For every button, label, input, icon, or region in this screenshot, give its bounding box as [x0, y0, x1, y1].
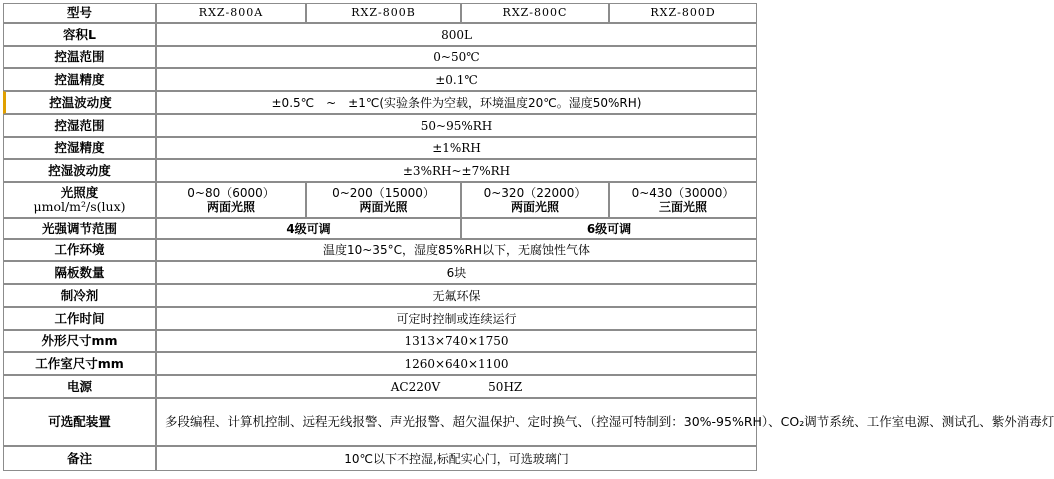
- illumination-b-value: 0~200（15000）: [332, 186, 435, 200]
- illumination-a: [156, 182, 306, 218]
- table-row: [3, 3, 757, 23]
- illumination-c: [461, 182, 609, 218]
- humidity-precision-value: ±1%RH: [156, 137, 757, 159]
- outer-size-value: 1313×740×1750: [156, 330, 757, 352]
- work-time-label: 工作时间: [3, 307, 156, 330]
- inner-size-value: 1260×640×1100: [156, 352, 757, 375]
- volume-label: 容积L: [3, 23, 156, 46]
- outer-size-label: 外形尺寸mm: [3, 330, 156, 352]
- table-row: [3, 261, 757, 284]
- illumination-label: [3, 182, 156, 218]
- humidity-range-value: 50~95%RH: [156, 114, 757, 137]
- table-row: [3, 159, 757, 182]
- temp-range-label: 控温范围: [3, 46, 156, 68]
- model-label: 型号: [3, 3, 156, 23]
- humidity-fluctuation-value: ±3%RH~±7%RH: [156, 159, 757, 182]
- table-row: [3, 446, 757, 471]
- options-value: 多段编程、计算机控制、远程无线报警、声光报警、超欠温保护、定时换气、（控湿可特制到：30%-95%RH）、CO₂调节系统、工作室电源、测试孔、紫外消毒灯: [156, 398, 757, 446]
- refrigerant-label: 制冷剂: [3, 284, 156, 307]
- power-value: AC220V 50HZ: [156, 375, 757, 398]
- table-row: [3, 182, 757, 218]
- illumination-d: [609, 182, 757, 218]
- illumination-a-value: 0~80（6000）: [187, 186, 275, 200]
- table-row: [3, 218, 757, 239]
- temp-fluctuation-label: 控温波动度: [3, 91, 156, 114]
- table-row: [3, 23, 757, 46]
- environment-value: 温度10~35°C，湿度85%RH以下，无腐蚀性气体: [156, 239, 757, 261]
- humidity-fluctuation-label: 控湿波动度: [3, 159, 156, 182]
- table-row: [3, 137, 757, 159]
- shelves-label: 隔板数量: [3, 261, 156, 284]
- inner-size-label: 工作室尺寸mm: [3, 352, 156, 375]
- refrigerant-value: 无氟环保: [156, 284, 757, 307]
- illumination-label-line1: 光照度: [60, 185, 99, 200]
- illumination-d-note: 三面光照: [658, 200, 707, 214]
- light-adjust-label: 光强调节范围: [3, 218, 156, 239]
- humidity-range-label: 控湿范围: [3, 114, 156, 137]
- model-c: RXZ-800C: [461, 3, 609, 23]
- temp-range-value: 0~50℃: [156, 46, 757, 68]
- table-row: [3, 352, 757, 375]
- remarks-value: 10℃以下不控湿,标配实心门，可选玻璃门: [156, 446, 757, 471]
- illumination-b-note: 两面光照: [359, 200, 408, 214]
- table-row: [3, 284, 757, 307]
- table-row: [3, 114, 757, 137]
- illumination-a-note: 两面光照: [206, 200, 255, 214]
- table-row: [3, 46, 757, 68]
- options-label: 可选配装置: [3, 398, 156, 446]
- table-row: [3, 91, 757, 114]
- power-label: 电源: [3, 375, 156, 398]
- light-adjust-left: 4级可调: [156, 218, 461, 239]
- illumination-label-line2: μmol/m²/s(lux): [33, 199, 126, 214]
- table-row: [3, 307, 757, 330]
- shelves-value: 6块: [156, 261, 757, 284]
- model-a: RXZ-800A: [156, 3, 306, 23]
- table-row: [3, 68, 757, 91]
- table-row: [3, 375, 757, 398]
- table-row: [3, 330, 757, 352]
- table-row: [3, 239, 757, 261]
- work-time-value: 可定时控制或连续运行: [156, 307, 757, 330]
- illumination-d-value: 0~430（30000）: [631, 186, 735, 200]
- spec-table: [3, 3, 1054, 471]
- illumination-c-value: 0~320（22000）: [483, 186, 587, 200]
- table-row: [3, 398, 757, 446]
- temp-precision-value: ±0.1℃: [156, 68, 757, 91]
- temp-precision-label: 控温精度: [3, 68, 156, 91]
- temp-fluctuation-value: ±0.5℃ ~ ±1℃(实验条件为空载，环境温度20℃。湿度50%RH): [156, 91, 757, 114]
- illumination-b: [306, 182, 461, 218]
- volume-value: 800L: [156, 23, 757, 46]
- remarks-label: 备注: [3, 446, 156, 471]
- environment-label: 工作环境: [3, 239, 156, 261]
- model-b: RXZ-800B: [306, 3, 461, 23]
- model-d: RXZ-800D: [609, 3, 757, 23]
- humidity-precision-label: 控湿精度: [3, 137, 156, 159]
- light-adjust-right: 6级可调: [461, 218, 757, 239]
- illumination-c-note: 两面光照: [510, 200, 559, 214]
